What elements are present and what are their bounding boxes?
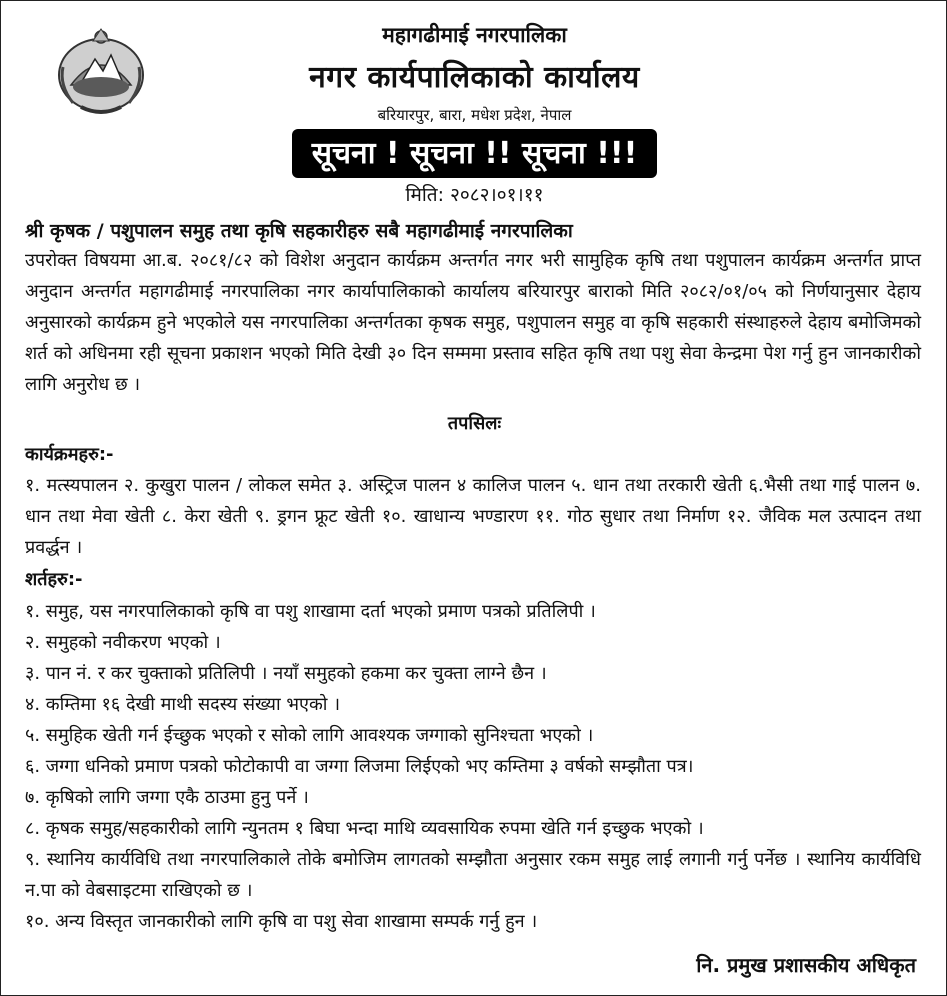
notice-banner-wrap bbox=[1, 129, 947, 178]
conditions-list bbox=[25, 596, 921, 937]
condition-item: ६. जग्गा धनिको प्रमाण पत्रको फोटोकापी वा जग्गा लिजमा लिईएको भए कम्तिमा ३ वर्षको सम्झौता पत्र। bbox=[25, 756, 694, 777]
details-heading: तपसिलः bbox=[447, 413, 502, 434]
signatory-title: नि. प्रमुख प्रशासकीय अधिकृत bbox=[696, 953, 916, 977]
municipality-name: महागढीमाई नगरपालिका bbox=[382, 23, 567, 47]
office-name: नगर कार्यपालिकाको कार्यालय bbox=[309, 60, 640, 95]
condition-item: १. समुह, यस नगरपालिकाको कृषि वा पशु शाखामा दर्ता भएको प्रमाण पत्रको प्रतिलिपी । bbox=[25, 601, 596, 622]
office-address: बरियारपुर, बारा, मधेश प्रदेश, नेपाल bbox=[377, 106, 572, 124]
condition-item: ३. पान नं. र कर चुक्ताको प्रतिलिपी । नयाँ समुहको हकमा कर चुक्ता लाग्ने छैन । bbox=[25, 663, 547, 684]
addressee: श्री कृषक / पशुपालन समुह तथा कृषि सहकारीहरु सबै महागढीमाई नगरपालिका bbox=[25, 220, 573, 242]
condition-item: १०. अन्य विस्तृत जानकारीको लागि कृषि वा पशु सेवा शाखामा सम्पर्क गर्नु हुन । bbox=[25, 911, 538, 932]
condition-item: ७. कृषिको लागि जग्गा एकै ठाउमा हुनु पर्ने । bbox=[25, 787, 309, 808]
condition-item: ८. कृषक समुह/सहकारीको लागि न्युनतम १ बिघा भन्दा माथि व्यवसायिक रुपमा खेति गर्न इच्छुक भएको । bbox=[25, 818, 704, 839]
programs-heading: कार्यक्रमहरु:- bbox=[25, 444, 114, 465]
condition-item: ५. समुहिक खेती गर्न ईच्छुक भएको र सोको लागि आवश्यक जग्गाको सुनिश्चता भएको । bbox=[25, 725, 594, 746]
notice-date: मिति: २०८२।०१।११ bbox=[405, 184, 544, 206]
programs-list: १. मत्स्यपालन २. कुखुरा पालन / लोकल समेत ३. अस्ट्रिज पालन ४ कालिज पालन ५. धान तथा तरकारी खेती ६.भैसी तथा गाई पालन ७. धान तथा मेवा खेती ८. केरा खेती ९. ड्रगन फ्रूट खेती १०. खाधान्य भण्डारण ११. गोठ सुधार तथा निर्माण १२. जैविक मल उत्पादन तथा प्रवर्द्धन । bbox=[25, 475, 921, 558]
condition-item: २. समुहको नवीकरण भएको । bbox=[25, 632, 221, 653]
condition-item: ९. स्थानिय कार्यविधि तथा नगरपालिकाले तोके बमोजिम लागतको सम्झौता अनुसार रकम समुह लाई लगानी गर्नु पर्नेछ । स्थानिय कार्यविधि न.पा को वेबसाइटमा राखिएको छ । bbox=[25, 849, 921, 901]
intro-paragraph: उपरोक्त विषयमा आ.ब. २०८१/८२ को विशेश अनुदान कार्यक्रम अन्तर्गत नगर भरी सामुहिक कृषि तथा पशुपालन कार्यक्रम अन्तर्गत प्राप्त अनुदान अन्तर्गत महागढीमाई नगरपालिका नगर कार्यापालिकाको कार्यालय बरियारपुर बाराको मिति २०८२/०१/०५ को निर्णयानुसार देहाय अनुसारको कार्यक्रम हुने भएकोले यस नगरपालिका अन्तर्गतका कृषक समुह, पशुपालन समुह वा कृषि सहकारी संस्थाहरुले देहाय बमोजिमको शर्त को अधिनमा रही सूचना प्रकाशन भएको मिति देखी ३० दिन सम्ममा प्रस्ताव सहित कृषि तथा पशु सेवा केन्द्रमा पेश गर्नु हुन जानकारीको लागि अनुरोध छ । bbox=[25, 250, 921, 395]
conditions-heading: शर्तहरु:- bbox=[25, 569, 83, 590]
notice-banner: सूचना ! सूचना !! सूचना !!! bbox=[292, 129, 658, 178]
condition-item: ४. कम्तिमा १६ देखी माथी सदस्य संख्या भएको । bbox=[25, 694, 341, 715]
